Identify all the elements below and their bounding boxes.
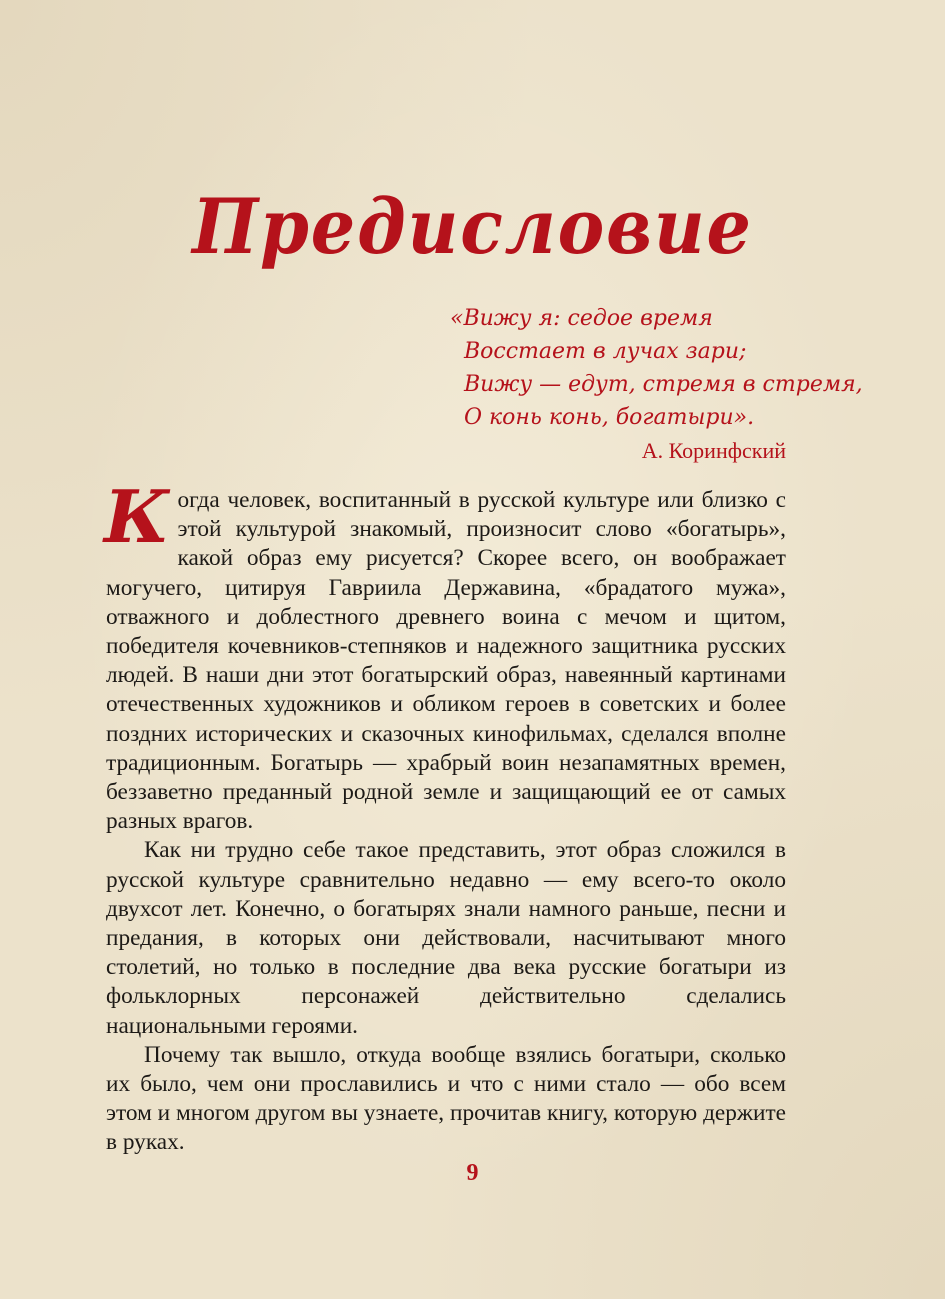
epigraph-line: О конь конь, богатыри». xyxy=(464,405,755,430)
drop-cap: К xyxy=(104,474,170,559)
paragraph: Как ни трудно себе такое представить, этот образ сложился в русской культуре сравнительно недавно — ему всего-то около двухсот лет. Конечно, о богатырях знали намного раньше, песни и предания, в которых они действовали, насчитывают много столетий, но только в последние два века русские богатыри из фольклорных персонажей действительно сделались национальными героями. xyxy=(106,837,786,1039)
epigraph-line: Восстает в лучах зари; xyxy=(464,339,747,364)
chapter-title: Предисловие xyxy=(192,181,753,271)
epigraph-line: Вижу — едут, стремя в стремя, xyxy=(464,372,863,397)
epigraph-line: «Вижу я: седое время xyxy=(450,306,713,331)
paragraph-text: огда человек, воспитанный в русской культуре или близко с этой культурой знакомый, произносит слово «богатырь», какой образ ему рисуется? Скорее всего, он воображает могучего, цитируя Гавриила Державина, «брадатого мужа», отважного и доблестного древнего воина с мечом и щитом, победителя кочевников-степняков и надежного защитника русских людей. В наши дни этот богатырский образ, навеянный картинами отечественных художников и обликом героев в советских и более поздних исторических и сказочных кинофильмах, сделался вполне традиционным. Богатырь — храбрый воин незапамятных времен, беззаветно преданный родной земле и защищающий ее от самых разных врагов. xyxy=(106,487,786,835)
paragraph xyxy=(104,474,786,836)
epigraph xyxy=(450,302,863,434)
page-number: 9 xyxy=(466,1160,479,1186)
epigraph-author: А. Коринфский xyxy=(641,438,786,463)
body-text xyxy=(104,474,786,1158)
paragraph: Почему так вышло, откуда вообще взялись богатыри, сколько их было, чем они прославились и что с ними стало — обо всем этом и многом другом вы узнаете, прочитав книгу, которую держите в руках. xyxy=(106,1041,786,1156)
